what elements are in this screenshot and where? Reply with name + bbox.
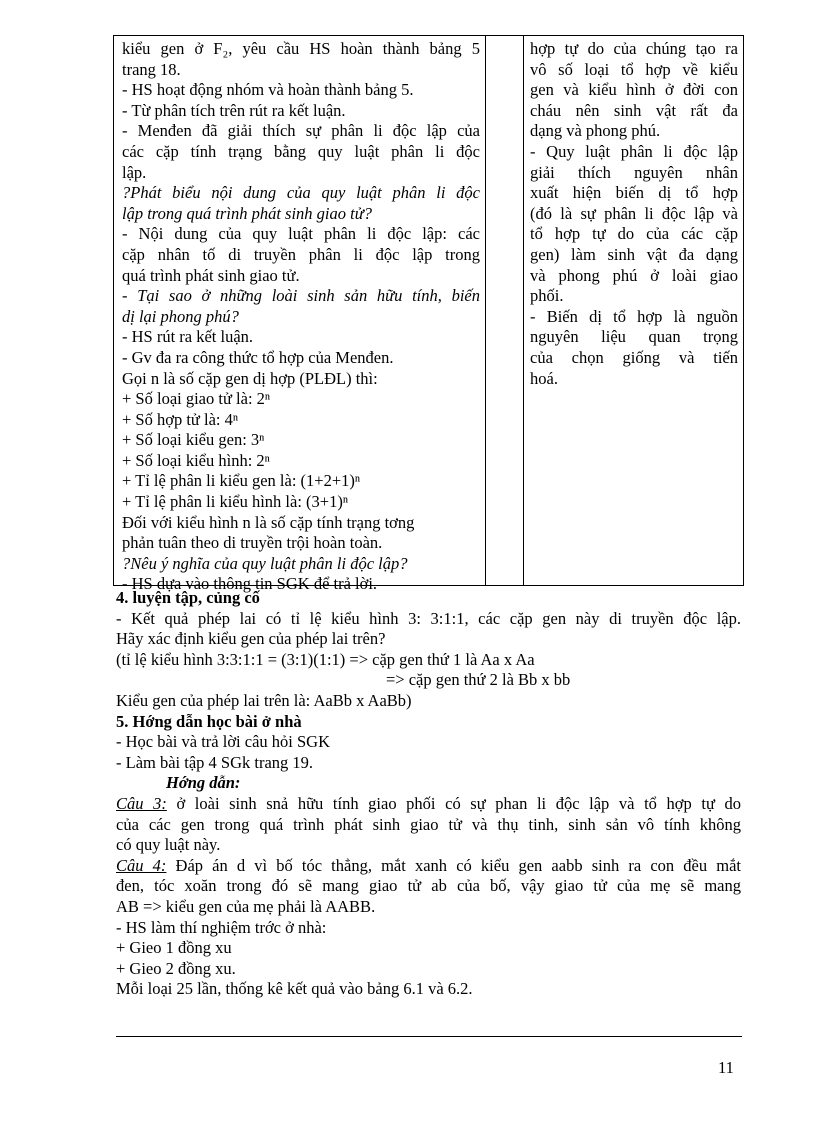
body-line xyxy=(116,918,741,939)
line-text: lập trong quá trình phát sinh giao tử? xyxy=(122,203,372,223)
table-left-line xyxy=(122,471,480,492)
table-left-line xyxy=(122,451,480,472)
line-text: đen, tóc xoăn trong đó sẽ mang giao tử ab của bố, vậy giao tử của mẹ sẽ mang xyxy=(116,876,741,896)
line-text: - Menđen đã giải thích sự phân li độc lập của xyxy=(122,121,480,141)
table-left-line xyxy=(122,327,480,348)
table-right-line xyxy=(530,245,738,266)
table-right-line xyxy=(530,121,738,142)
question-label: Câu 4: xyxy=(116,855,167,875)
table-left-line xyxy=(122,245,480,266)
line-text: dị lại phong phú? xyxy=(122,306,239,326)
body-line xyxy=(116,979,741,1000)
body-line xyxy=(116,691,741,712)
line-text: - Gv đa ra công thức tổ hợp của Menđen. xyxy=(122,347,394,367)
line-text: hợp tự do của chúng tạo ra xyxy=(530,39,738,58)
content-cell xyxy=(524,36,742,585)
line-text: gen và kiểu hình ở đời con xyxy=(530,80,738,100)
table-left-line xyxy=(122,224,480,245)
line-text: giải thích nguyên nhân xyxy=(530,162,738,182)
line-text: hoá. xyxy=(530,368,558,388)
line-text: - Biến dị tổ hợp là nguồn xyxy=(530,306,738,326)
line-text: - HS làm thí nghiệm trớc ở nhà: xyxy=(116,917,327,937)
line-text: + Số loại giao tử là: 2ⁿ xyxy=(122,389,271,409)
body-line xyxy=(116,670,816,691)
table-right-line xyxy=(530,142,738,163)
line-text: (tỉ lệ kiểu hình 3:3:1:1 = (3:1)(1:1) => cặp gen thứ 1 là Aa x Aa xyxy=(116,649,535,669)
table-left-line xyxy=(122,533,480,554)
table-left-line xyxy=(122,266,480,287)
table-right-line xyxy=(530,348,738,369)
line-text: ở loài sinh snả hữu tính giao phối có sự phan li độc lập và tổ hợp tự do xyxy=(166,793,741,813)
body-line xyxy=(116,650,741,671)
table-right-line xyxy=(530,80,738,101)
line-text: - Học bài và trả lời câu hỏi SGK xyxy=(116,732,331,752)
table-right-line xyxy=(530,286,738,307)
line-text: Kiểu gen của phép lai trên là: AaBb x AaBb) xyxy=(116,690,412,710)
line-text: Mỗi loại 25 lần, thống kê kết quả vào bảng 6.1 và 6.2. xyxy=(116,979,473,999)
body-line xyxy=(116,876,741,897)
table-left-line xyxy=(122,513,480,534)
line-text: nguyên liệu quan trọng xyxy=(530,327,738,347)
line-text: - Từ phân tích trên rút ra kết luận. xyxy=(122,100,346,120)
body-line xyxy=(116,732,741,753)
table-left-line xyxy=(122,204,480,225)
line-text: AB => kiểu gen của mẹ phải là AABB. xyxy=(116,896,376,916)
table-left-line xyxy=(122,183,480,204)
table-right-line xyxy=(530,369,738,390)
line-text: cặp nhân tố di truyền phân li độc lập trong xyxy=(122,244,480,264)
line-text: lập. xyxy=(122,162,147,182)
question-label: Câu 3: xyxy=(116,793,167,813)
body-line xyxy=(116,773,791,794)
table-right-line xyxy=(530,327,738,348)
table-left-line xyxy=(122,80,480,101)
table-left-line xyxy=(122,163,480,184)
page-number: 11 xyxy=(718,1058,734,1077)
line-text: các cặp tính trạng bằng quy luật phân li độc xyxy=(122,141,480,161)
body-line xyxy=(116,588,741,609)
body-line xyxy=(116,897,741,918)
line-text: cháu nên sinh vật rất đa xyxy=(530,100,738,120)
line-text: - HS hoạt động nhóm và hoàn thành bảng 5. xyxy=(122,80,414,100)
line-text: Gọi n là số cặp gen dị hợp (PLĐL) thì: xyxy=(122,368,378,388)
line-text: 5. Hớng dẫn học bài ở nhà xyxy=(116,711,302,731)
body-line xyxy=(116,609,741,630)
table-left-line xyxy=(122,389,480,410)
line-text: + Tỉ lệ phân li kiểu hình là: (3+1)ⁿ xyxy=(122,492,349,512)
table-right-line xyxy=(530,60,738,81)
line-text: kiểu gen ở F₂, yêu cầu HS hoàn thành bảng 5 xyxy=(122,39,480,58)
line-text: (đó là sự phân li độc lập và xyxy=(530,203,738,223)
table-left-line xyxy=(122,410,480,431)
table-left-line xyxy=(122,554,480,575)
line-text: + Gieo 1 đồng xu xyxy=(116,938,232,958)
lesson-body xyxy=(116,588,741,1000)
table-left-line xyxy=(122,60,480,81)
table-right-line xyxy=(530,163,738,184)
body-line xyxy=(116,835,741,856)
line-text: phản tuân theo di truyền trội hoàn toàn. xyxy=(122,533,383,553)
table-right-line xyxy=(530,204,738,225)
line-text: dạng và phong phú. xyxy=(530,121,661,141)
lesson-table xyxy=(113,35,744,594)
line-text: tổ hợp tự do của các cặp xyxy=(530,224,738,244)
table-left-line xyxy=(122,369,480,390)
table-left-line xyxy=(122,39,480,60)
line-text: - Quy luật phân li độc lập xyxy=(530,141,738,161)
table-left-line xyxy=(122,101,480,122)
line-text: gen) làm sinh vật đa dạng xyxy=(530,244,738,264)
table-right-line xyxy=(530,101,738,122)
line-text: ?Phát biểu nội dung của quy luật phân li độc xyxy=(122,183,480,203)
teacher-student-activity-cell xyxy=(114,36,486,594)
body-line xyxy=(116,753,741,774)
line-text: quá trình phát sinh giao tử. xyxy=(122,265,300,285)
line-text: Hãy xác định kiểu gen của phép lai trên? xyxy=(116,629,386,649)
line-text: phối. xyxy=(530,286,564,306)
body-line xyxy=(116,794,741,815)
table-right-line xyxy=(530,183,738,204)
line-text: Đáp án d vì bố tóc thẳng, mắt xanh có kiểu gen aabb sinh ra con đều mắt xyxy=(166,855,741,875)
table-left-line xyxy=(122,348,480,369)
line-text: - Làm bài tập 4 SGk trang 19. xyxy=(116,752,314,772)
line-text: Hớng dẫn: xyxy=(166,773,241,793)
line-text: - Nội dung của quy luật phân li độc lập: các xyxy=(122,224,480,244)
table-left-line xyxy=(122,492,480,513)
line-text: có quy luật này. xyxy=(116,835,221,855)
body-line xyxy=(116,856,741,877)
line-text: + Số loại kiểu hình: 2ⁿ xyxy=(122,450,270,470)
line-text: vô số loại tổ hợp về kiểu xyxy=(530,59,738,79)
line-text: ?Nêu ý nghĩa của quy luật phân li độc lập? xyxy=(122,553,408,573)
table-right-line xyxy=(530,307,738,328)
empty-middle-cell xyxy=(486,36,524,585)
body-line xyxy=(116,938,741,959)
line-text: xuất hiện biến dị tổ hợp xyxy=(530,183,738,203)
table-left-line xyxy=(122,142,480,163)
line-text: của các gen trong quá trình phát sinh giao tử và thụ tinh, sinh sản vô tính không xyxy=(116,814,741,834)
table-left-line xyxy=(122,121,480,142)
line-text: 4. luyện tập, củng cố xyxy=(116,588,260,607)
line-text: - Tại sao ở những loài sinh sản hữu tính, biến xyxy=(122,286,480,306)
body-line xyxy=(116,959,741,980)
line-text: và phong phú ở loài giao xyxy=(530,265,738,285)
line-text: - Kết quả phép lai có tỉ lệ kiểu hình 3: 3:1:1, các cặp gen này di truyền độc lập. xyxy=(116,608,741,628)
line-text: - HS dựa vào thông tin SGK để trả lời. xyxy=(122,574,378,594)
table-right-line xyxy=(530,39,738,60)
table-left-line xyxy=(122,307,480,328)
body-line xyxy=(116,815,741,836)
table-right-line xyxy=(530,266,738,287)
line-text: của chọn giống và tiến xyxy=(530,347,738,367)
body-line xyxy=(116,712,741,733)
line-text: => cặp gen thứ 2 là Bb x bb xyxy=(386,670,571,690)
line-text: + Tỉ lệ phân li kiểu gen là: (1+2+1)ⁿ xyxy=(122,471,361,491)
line-text: Đối với kiểu hình n là số cặp tính trạng tơng xyxy=(122,512,415,532)
table-right-line xyxy=(530,224,738,245)
line-text: + Gieo 2 đồng xu. xyxy=(116,958,236,978)
body-line xyxy=(116,629,741,650)
line-text: + Số loại kiểu gen: 3ⁿ xyxy=(122,430,265,450)
line-text: trang 18. xyxy=(122,59,181,79)
footer-rule xyxy=(116,1036,742,1037)
line-text: - HS rút ra kết luận. xyxy=(122,327,254,347)
line-text: + Số hợp tử là: 4ⁿ xyxy=(122,409,239,429)
table-left-line xyxy=(122,286,480,307)
table-left-line xyxy=(122,430,480,451)
